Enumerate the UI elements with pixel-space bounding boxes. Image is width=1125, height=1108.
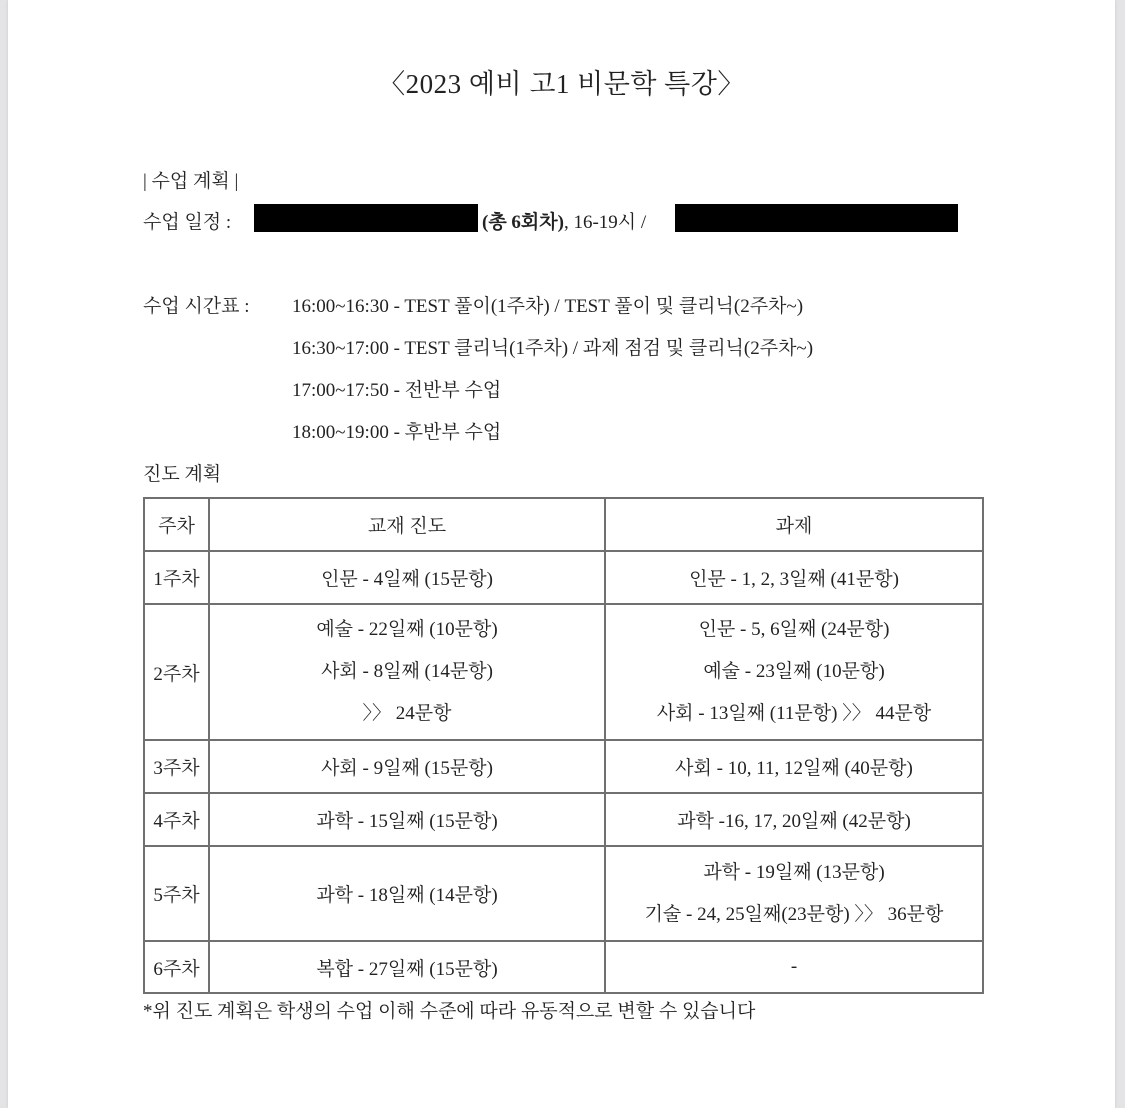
- table-row: [144, 846, 983, 941]
- footnote: *위 진도 계획은 학생의 수업 이해 수준에 따라 유동적으로 변할 수 있습니다: [143, 1001, 756, 1022]
- progress-plan-label: 진도 계획: [143, 464, 222, 485]
- textbook-line: 예술 - 22일째 (10문항): [316, 619, 498, 640]
- schedule-time: , 16-19시 /: [563, 212, 647, 233]
- header-textbook: 교재 진도: [209, 498, 605, 551]
- textbook-cell: 복합 - 27일째 (15문항): [209, 941, 605, 993]
- homework-line: 사회 - 13일째 (11문항) 〉〉 44문항: [656, 703, 932, 724]
- redacted-block: [675, 204, 958, 232]
- homework-line: 기술 - 24, 25일째(23문항) 〉〉 36문항: [644, 903, 944, 925]
- textbook-line: 〉〉 24문항: [362, 703, 452, 724]
- table-row: [144, 551, 983, 604]
- timetable-label: 수업 시간표 :: [143, 296, 250, 317]
- table-header-row: [144, 498, 983, 551]
- timetable-row: 16:30~17:00 - TEST 클리닉(1주차) / 과제 점검 및 클리닉(2주차~): [292, 338, 814, 359]
- homework-line: 예술 - 23일째 (10문항): [703, 661, 885, 682]
- textbook-cell: [209, 604, 605, 740]
- header-homework: 과제: [605, 498, 983, 551]
- week-cell: 4주차: [144, 793, 209, 846]
- homework-cell: 사회 - 10, 11, 12일째 (40문항): [605, 740, 983, 793]
- homework-cell: [605, 846, 983, 941]
- table-row: [144, 941, 983, 993]
- timetable-row: 18:00~19:00 - 후반부 수업: [292, 422, 502, 443]
- document-title: 〈2023 예비 고1 비문학 특강〉: [378, 69, 745, 99]
- week-cell: 3주차: [144, 740, 209, 793]
- textbook-line: 사회 - 8일째 (14문항): [321, 661, 493, 682]
- schedule-label: 수업 일정 :: [143, 212, 232, 233]
- schedule-value: [482, 207, 646, 234]
- table-row: [144, 604, 983, 740]
- header-week: 주차: [144, 498, 209, 551]
- document-page: [8, 0, 1115, 1108]
- textbook-cell: 사회 - 9일째 (15문항): [209, 740, 605, 793]
- textbook-cell: 과학 - 15일째 (15문항): [209, 793, 605, 846]
- week-cell: 2주차: [144, 604, 209, 740]
- week-cell: 6주차: [144, 941, 209, 993]
- homework-cell: [605, 604, 983, 740]
- week-cell: 5주차: [144, 846, 209, 941]
- session-count: (총 6회차): [482, 212, 564, 233]
- textbook-cell: 인문 - 4일째 (15문항): [209, 551, 605, 604]
- timetable-row: 17:00~17:50 - 전반부 수업: [292, 380, 502, 401]
- textbook-cell: 과학 - 18일째 (14문항): [209, 846, 605, 941]
- timetable-row: 16:00~16:30 - TEST 풀이(1주차) / TEST 풀이 및 클리닉(2주차~): [292, 296, 804, 317]
- homework-line: 인문 - 5, 6일째 (24문항): [698, 619, 890, 640]
- homework-cell: 인문 - 1, 2, 3일째 (41문항): [605, 551, 983, 604]
- redacted-block: [254, 204, 478, 232]
- progress-table: [143, 497, 984, 994]
- week-cell: 1주차: [144, 551, 209, 604]
- homework-cell: 과학 -16, 17, 20일째 (42문항): [605, 793, 983, 846]
- table-row: [144, 740, 983, 793]
- homework-cell: -: [605, 941, 983, 993]
- section-header: | 수업 계획 |: [143, 171, 239, 192]
- table-row: [144, 793, 983, 846]
- homework-line: 과학 - 19일째 (13문항): [703, 861, 885, 883]
